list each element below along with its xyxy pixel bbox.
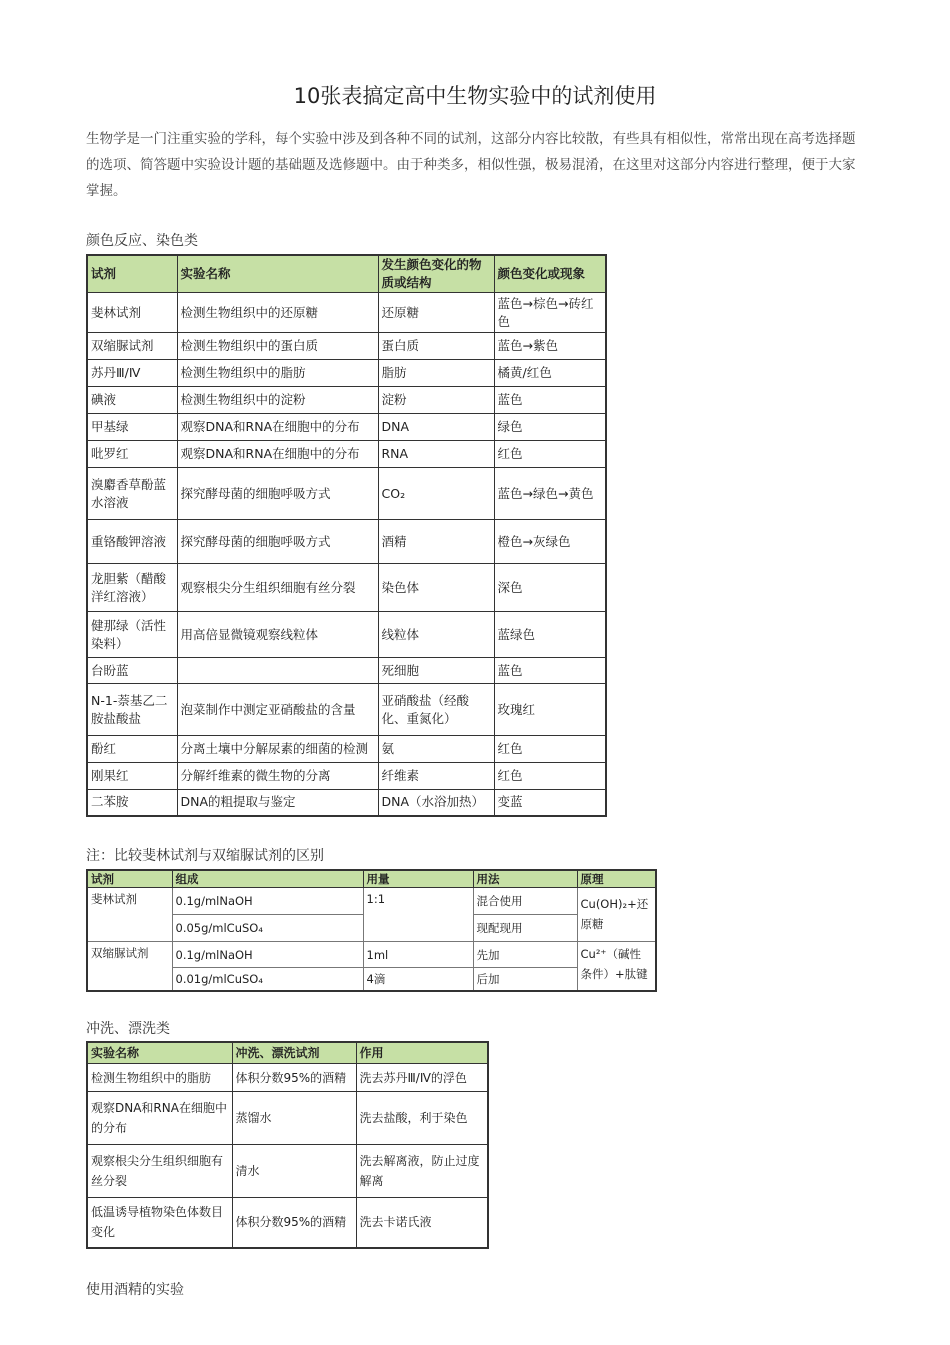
cell: DNA的粗提取与鉴定 [177,790,378,816]
table-header-row [87,1042,488,1064]
cell: 还原糖 [378,293,494,333]
cell: 检测生物组织中的脂肪 [87,1064,232,1092]
cell: 健那绿（活性染料） [87,612,177,658]
page-title: 10张表搞定高中生物实验中的试剂使用 [293,84,657,108]
table-row [87,942,656,968]
header-amount: 用量 [363,870,473,888]
cell: 龙胆紫（醋酸洋红溶液） [87,564,177,612]
table-row [87,888,656,915]
intro-paragraph: 生物学是一门注重实验的学科，每个实验中涉及到各种不同的试剂，这部分内容比较散，有些具有相似性，常常出现在高考选择题的选项、简答题中实验设计题的基础题及选修题中。由于种类多，相似性强，极易混淆，在这里对这部分内容进行整理，便于大家掌握。 [86,131,856,199]
table-row [87,441,606,468]
cell: 观察DNA和RNA在细胞中的分布 [87,1092,232,1145]
cell: 脂肪 [378,360,494,387]
cell: 斐林试剂 [87,888,172,942]
header-reagent: 试剂 [87,870,172,888]
cell: RNA [378,441,494,468]
table-row [87,736,606,763]
header-experiment: 实验名称 [87,1042,232,1064]
cell: 洗去解离液，防止过度解离 [356,1145,488,1198]
cell: 刚果红 [87,763,177,790]
cell: 纤维素 [378,763,494,790]
cell: 溴麝香草酚蓝水溶液 [87,468,177,520]
cell: 斐林试剂 [87,293,177,333]
cell: 洗去卡诺氏液 [356,1198,488,1248]
cell: 变蓝 [494,790,606,816]
header-usage: 用法 [473,870,577,888]
table-row [87,790,606,816]
cell: 0.05g/mlCuSO₄ [172,915,363,942]
table-row [87,1064,488,1092]
cell: 清水 [232,1145,356,1198]
cell: 泡菜制作中测定亚硝酸盐的含量 [177,684,378,736]
cell: 用高倍显微镜观察线粒体 [177,612,378,658]
cell: 绿色 [494,414,606,441]
cell: 检测生物组织中的脂肪 [177,360,378,387]
cell: 0.1g/mlNaOH [172,942,363,968]
cell: 亚硝酸盐（经酸化、重氮化） [378,684,494,736]
comparison-note: 注：比较斐林试剂与双缩脲试剂的区别 [86,848,324,864]
cell: 探究酵母菌的细胞呼吸方式 [177,468,378,520]
cell: 红色 [494,441,606,468]
table-header-row [87,870,656,888]
table-row [87,658,606,684]
cell: 检测生物组织中的淀粉 [177,387,378,414]
cell: N-1-萘基乙二胺盐酸盐 [87,684,177,736]
cell: 体积分数95%的酒精 [232,1198,356,1248]
cell: 4滴 [363,968,473,991]
table-row [87,684,606,736]
cell: 蛋白质 [378,333,494,360]
cell: 死细胞 [378,658,494,684]
cell: 先加 [473,942,577,968]
reagent-comparison-table [86,869,657,992]
cell: 蓝色 [494,658,606,684]
table-row [87,612,606,658]
table-row [87,468,606,520]
cell: 观察DNA和RNA在细胞中的分布 [177,414,378,441]
section-heading-color-reaction: 颜色反应、染色类 [86,233,198,249]
cell: 蓝绿色 [494,612,606,658]
cell: 蓝色→绿色→黄色 [494,468,606,520]
rinse-reagent-table [86,1041,489,1249]
cell: 检测生物组织中的蛋白质 [177,333,378,360]
cell: 0.01g/mlCuSO₄ [172,968,363,991]
cell: 双缩脲试剂 [87,333,177,360]
cell: 洗去苏丹Ⅲ/Ⅳ的浮色 [356,1064,488,1092]
cell: 后加 [473,968,577,991]
cell: 分离土壤中分解尿素的细菌的检测 [177,736,378,763]
header-composition: 组成 [172,870,363,888]
cell: DNA [378,414,494,441]
cell: 红色 [494,763,606,790]
cell: Cu²⁺（碱性条件）+肽键 [577,942,656,991]
cell: 检测生物组织中的还原糖 [177,293,378,333]
cell: 双缩脲试剂 [87,942,172,991]
cell: DNA（水浴加热） [378,790,494,816]
cell: 蓝色→棕色→砖红色 [494,293,606,333]
cell: 橘黄/红色 [494,360,606,387]
cell: 红色 [494,736,606,763]
header-reagent: 试剂 [87,255,177,293]
table-row [87,763,606,790]
cell: 混合使用 [473,888,577,915]
cell: 观察DNA和RNA在细胞中的分布 [177,441,378,468]
table-row [87,360,606,387]
cell: 重铬酸钾溶液 [87,520,177,564]
cell: 甲基绿 [87,414,177,441]
header-function: 作用 [356,1042,488,1064]
cell: 体积分数95%的酒精 [232,1064,356,1092]
cell: 淀粉 [378,387,494,414]
cell: 蒸馏水 [232,1092,356,1145]
cell: 二苯胺 [87,790,177,816]
cell: 橙色→灰绿色 [494,520,606,564]
cell: 氨 [378,736,494,763]
table-row [87,414,606,441]
cell: 深色 [494,564,606,612]
header-experiment: 实验名称 [177,255,378,293]
cell: 蓝色 [494,387,606,414]
cell: Cu(OH)₂+还原糖 [577,888,656,942]
table-row [87,387,606,414]
cell: 线粒体 [378,612,494,658]
cell: 酒精 [378,520,494,564]
header-color-change: 颜色变化或现象 [494,255,606,293]
cell [177,658,378,684]
cell: 0.1g/mlNaOH [172,888,363,915]
header-rinse-reagent: 冲洗、漂洗试剂 [232,1042,356,1064]
cell: 苏丹Ⅲ/Ⅳ [87,360,177,387]
table-row [87,564,606,612]
cell: 观察根尖分生组织细胞有丝分裂 [87,1145,232,1198]
cell: 台盼蓝 [87,658,177,684]
cell: 探究酵母菌的细胞呼吸方式 [177,520,378,564]
header-principle: 原理 [577,870,656,888]
table-row [87,1198,488,1248]
cell: 碘液 [87,387,177,414]
section-heading-alcohol: 使用酒精的实验 [86,1282,184,1298]
table-header-row [87,255,606,293]
table-row [87,1145,488,1198]
cell: 低温诱导植物染色体数目变化 [87,1198,232,1248]
section-heading-rinse: 冲洗、漂洗类 [86,1021,170,1037]
table-row [87,293,606,333]
cell: 蓝色→紫色 [494,333,606,360]
cell: 染色体 [378,564,494,612]
cell: 1ml [363,942,473,968]
cell: 洗去盐酸，利于染色 [356,1092,488,1145]
cell: 吡罗红 [87,441,177,468]
table-row [87,333,606,360]
header-substance: 发生颜色变化的物质或结构 [378,255,494,293]
color-reaction-table [86,254,607,817]
table-row [87,1092,488,1145]
cell: 1:1 [363,888,473,942]
cell: 观察根尖分生组织细胞有丝分裂 [177,564,378,612]
cell: 玫瑰红 [494,684,606,736]
cell: CO₂ [378,468,494,520]
table-row [87,968,656,991]
table-row [87,520,606,564]
cell: 现配现用 [473,915,577,942]
cell: 酚红 [87,736,177,763]
cell: 分解纤维素的微生物的分离 [177,763,378,790]
